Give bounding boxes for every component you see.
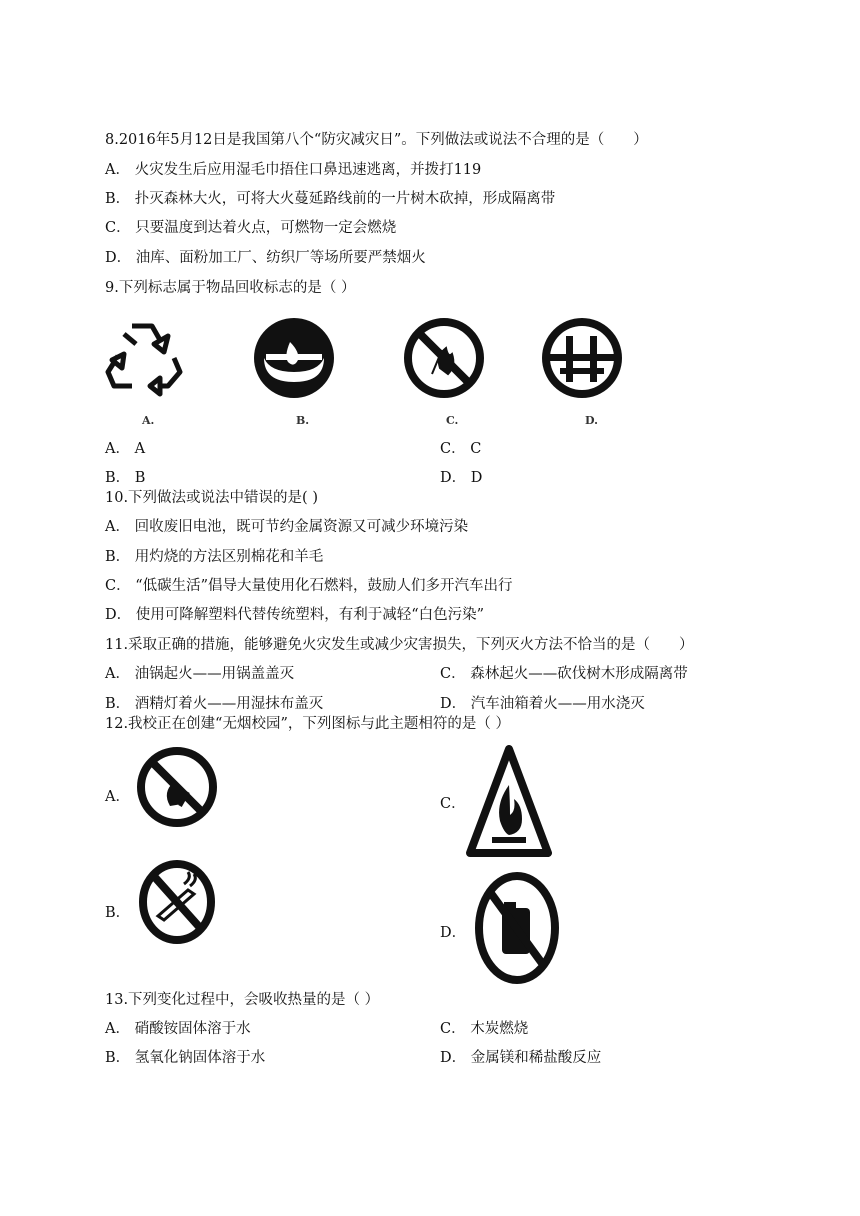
pollution-icon: [540, 316, 624, 400]
q9-label-a: A.: [142, 414, 155, 427]
no-smoking-icon: [138, 860, 216, 944]
q13-option-b: B． 氢氧化钠固体溶于水: [105, 1050, 266, 1066]
no-open-flame-icon: [136, 746, 218, 828]
q8-option-c: C． 只要温度到达着火点，可燃物一定会燃烧: [105, 220, 397, 236]
q13-stem: 13.下列变化过程中，会吸收热量的是（ ）: [105, 992, 380, 1008]
q9-label-c: C.: [446, 414, 459, 427]
q10-option-a: A． 回收废旧电池，既可节约金属资源又可减少环境污染: [105, 519, 469, 535]
q10-option-b: B． 用灼烧的方法区别棉花和羊毛: [105, 549, 324, 565]
q9-option-d: D． D: [440, 470, 483, 486]
q9-option-c: C． C: [440, 441, 482, 457]
no-fireworks-icon: [474, 872, 560, 984]
q13-option-a: A． 硝酸铵固体溶于水: [105, 1021, 251, 1037]
q9-stem: 9.下列标志属于物品回收标志的是（ ）: [105, 280, 356, 296]
recycle-icon: [102, 314, 186, 398]
q12-label-b: B．: [105, 905, 131, 921]
q11-option-a: A． 油锅起火——用锅盖盖灭: [105, 666, 295, 682]
q11-option-b: B． 酒精灯着火——用湿抹布盖灭: [105, 696, 324, 712]
q8-option-b: B． 扑灭森林大火，可将大火蔓延路线前的一片树木砍掉，形成隔离带: [105, 191, 556, 207]
flammable-warning-icon: [466, 745, 552, 857]
q12-label-c: C．: [440, 796, 466, 812]
q11-option-c: C． 森林起火——砍伐树木形成隔离带: [440, 666, 688, 682]
q12-stem: 12.我校正在创建“无烟校园”，下列图标与此主题相符的是（ ）: [105, 716, 510, 732]
no-fire-icon: [402, 316, 486, 400]
q12-label-d: D．: [440, 925, 467, 941]
q12-label-a: A．: [105, 789, 130, 805]
q9-option-a: A． A: [105, 441, 146, 457]
water-saving-icon: [252, 316, 336, 400]
q8-stem: 8.2016年5月12日是我国第八个“防灾减灾日”。下列做法或说法不合理的是（ ）: [105, 132, 648, 148]
q9-option-b: B． B: [105, 470, 146, 486]
q9-label-b: B.: [296, 414, 310, 427]
q11-option-d: D． 汽车油箱着火——用水浇灭: [440, 696, 645, 712]
q13-option-c: C． 木炭燃烧: [440, 1021, 529, 1037]
q8-option-d: D． 油库、面粉加工厂、纺织厂等场所要严禁烟火: [105, 250, 426, 266]
q10-stem: 10.下列做法或说法中错误的是( ): [105, 490, 318, 506]
q8-option-a: A． 火灾发生后应用湿毛巾捂住口鼻迅速逃离，并拨打119: [105, 162, 482, 178]
q9-label-d: D.: [585, 414, 598, 427]
q13-option-d: D． 金属镁和稀盐酸反应: [440, 1050, 602, 1066]
q10-option-d: D． 使用可降解塑料代替传统塑料，有利于减轻“白色污染”: [105, 607, 485, 623]
q11-stem: 11.采取正确的措施，能够避免火灾发生或减少灾害损失，下列灭火方法不恰当的是（ ）: [105, 637, 694, 653]
q10-option-c: C． “低碳生活”倡导大量使用化石燃料，鼓励人们多开汽车出行: [105, 578, 513, 594]
